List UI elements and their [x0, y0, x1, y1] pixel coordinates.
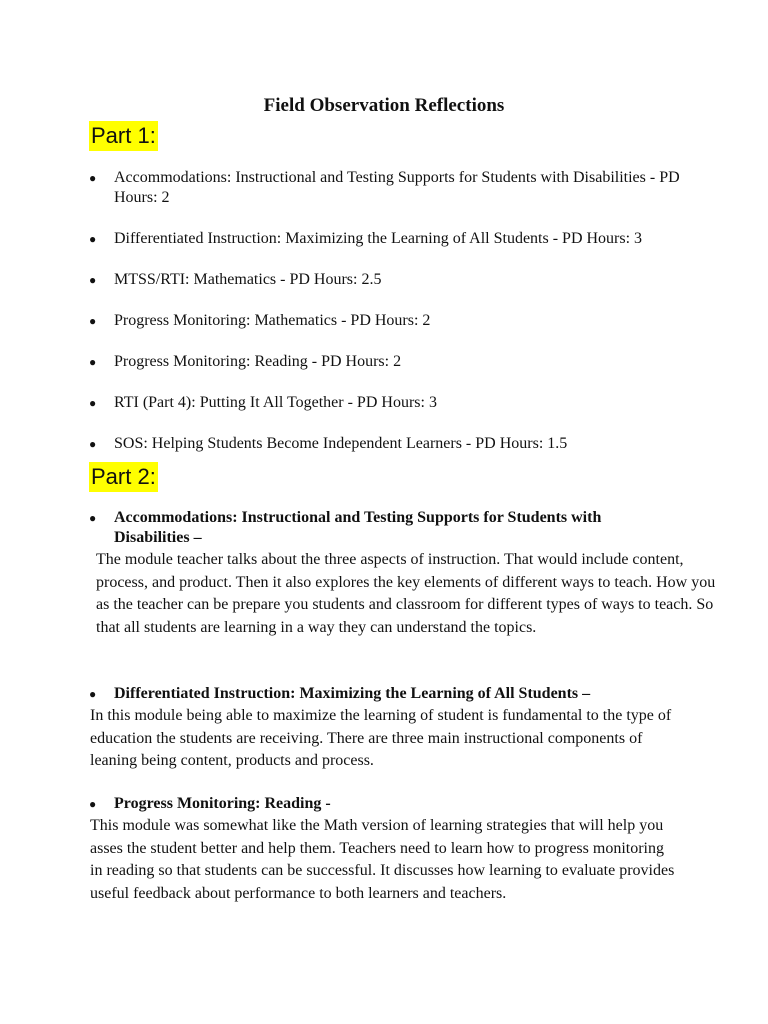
list-item-text: Differentiated Instruction: Maximizing the Learning of All Students - PD Hours: 3: [114, 230, 643, 247]
bullet-icon: ●: [89, 687, 97, 701]
list-item: [0, 393, 704, 413]
list-item-text: SOS: Helping Students Become Independent Learners - PD Hours: 1.5: [114, 435, 568, 452]
list-item: [0, 168, 704, 208]
list-item: [0, 352, 704, 372]
section-body: The module teacher talks about the three aspects of instruction. That would include content, process, and product. Then it also explores the key elements of different ways to teach. How you as the teacher can be prepare you students and classroom for different types of ways to teach. So that all students are learning in a way they can understand the topics.: [96, 551, 716, 636]
bullet-icon: ●: [89, 437, 97, 451]
bullet-icon: ●: [89, 314, 97, 328]
bullet-icon: ●: [89, 273, 97, 287]
bullet-icon: ●: [89, 355, 97, 369]
list-item-text: Progress Monitoring: Reading - PD Hours: 2: [114, 353, 402, 370]
list-item-text: Progress Monitoring: Mathematics - PD Hours: 2: [114, 312, 431, 329]
section-body: This module was somewhat like the Math version of learning strategies that will help you asses the student better and help them. Teachers need to learn how to progress monitoring in reading so that students can be successful. It discusses how learning to evaluate provides useful feedback about performance to both learners and teachers.: [90, 817, 675, 902]
section-title: [89, 684, 714, 704]
list-item-text: MTSS/RTI: Mathematics - PD Hours: 2.5: [114, 271, 382, 288]
part1-list: [0, 168, 704, 475]
bullet-icon: ●: [89, 232, 97, 246]
section-body: In this module being able to maximize the learning of student is fundamental to the type of education the students are receiving. There are three main instructional components of leaning being content, products and process.: [90, 707, 672, 769]
list-item-text: RTI (Part 4): Putting It All Together - PD Hours: 3: [114, 394, 437, 411]
list-item: [0, 311, 704, 331]
bullet-icon: ●: [89, 171, 97, 185]
list-item-text: Accommodations: Instructional and Testing Supports for Students with Disabilities - PD Hours: 2: [114, 169, 680, 206]
section-title-text: Accommodations: Instructional and Testing Supports for Students with Disabilities –: [114, 509, 602, 546]
list-item: [0, 434, 704, 454]
list-item: [0, 229, 704, 249]
bullet-icon: ●: [89, 797, 97, 811]
page-title: Field Observation Reflections: [263, 95, 505, 116]
part2-heading: Part 2:: [89, 462, 158, 492]
list-item: [0, 270, 704, 290]
bullet-icon: ●: [89, 511, 97, 525]
part1-heading: Part 1:: [89, 121, 158, 151]
section-title: [89, 508, 674, 548]
section-title: [89, 794, 674, 814]
section-title-text: Progress Monitoring: Reading -: [114, 795, 331, 812]
section-title-text: Differentiated Instruction: Maximizing the Learning of All Students –: [114, 685, 591, 702]
bullet-icon: ●: [89, 396, 97, 410]
